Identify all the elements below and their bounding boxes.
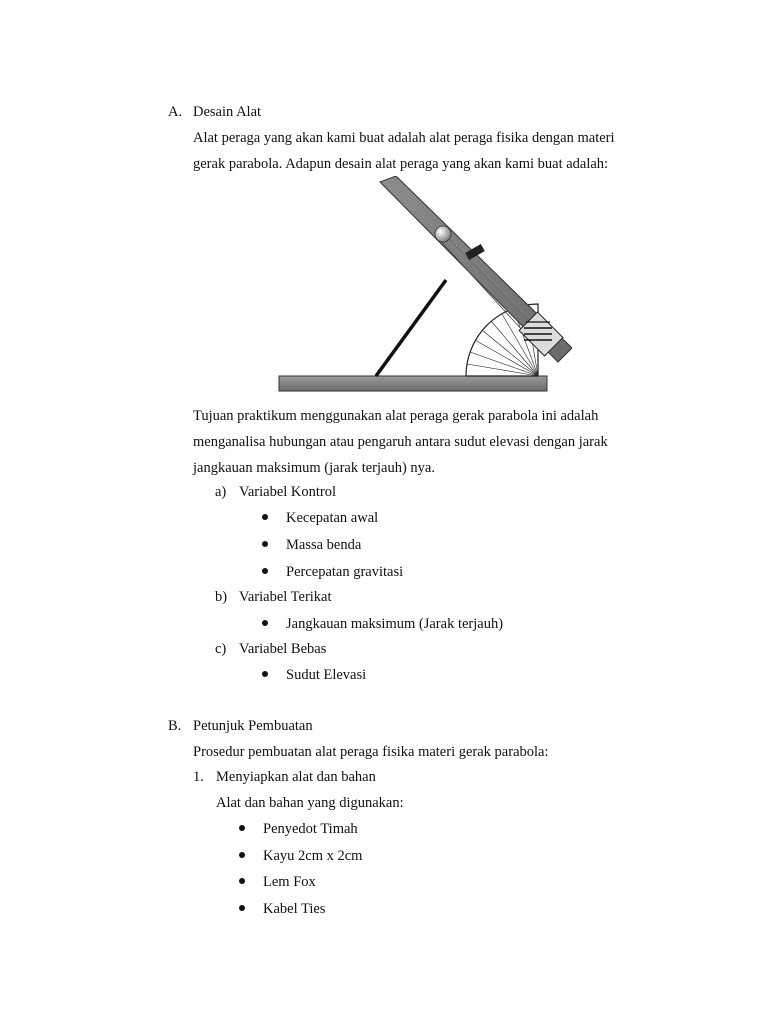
bullet-icon [262, 671, 268, 677]
bullet-icon [239, 878, 245, 884]
list-item: Sudut Elevasi [286, 667, 367, 683]
material-item: Kabel Ties [263, 901, 326, 917]
variable-marker: c) [215, 641, 227, 657]
section-a-title: Desain Alat [193, 104, 262, 120]
bullet-icon [239, 852, 245, 858]
step-number: 1. [193, 769, 204, 785]
list-item: Jangkauan maksimum (Jarak terjauh) [286, 616, 504, 632]
section-a-paragraph-line: gerak parabola. Adapun desain alat peraga yang akan kami buat adalah: [193, 156, 609, 172]
step-subtitle: Alat dan bahan yang digunakan: [216, 795, 404, 811]
section-b-letter: B. [168, 718, 182, 734]
bullet-icon [239, 905, 245, 911]
base-board [279, 376, 547, 391]
section-a-paragraph-line: jangkauan maksimum (jarak terjauh) nya. [193, 460, 435, 476]
ball [435, 226, 451, 242]
material-item: Lem Fox [263, 874, 316, 890]
bullet-icon [262, 541, 268, 547]
section-b-title: Petunjuk Pembuatan [193, 718, 313, 734]
section-a-letter: A. [168, 104, 183, 120]
section-b-intro: Prosedur pembuatan alat peraga fisika materi gerak parabola: [193, 744, 549, 760]
bullet-icon [239, 825, 245, 831]
variable-label: Variabel Kontrol [239, 484, 337, 500]
material-item: Penyedot Timah [263, 821, 358, 837]
list-item: Massa benda [286, 537, 362, 553]
variable-marker: b) [215, 589, 228, 605]
variable-label: Variabel Bebas [239, 641, 327, 657]
section-a-paragraph-line: Alat peraga yang akan kami buat adalah alat peraga fisika dengan materi [193, 130, 615, 146]
list-item: Percepatan gravitasi [286, 564, 404, 580]
bullet-icon [262, 514, 268, 520]
material-item: Kayu 2cm x 2cm [263, 848, 363, 864]
variable-marker: a) [215, 484, 227, 500]
apparatus-illustration [276, 176, 572, 396]
list-item: Kecepatan awal [286, 510, 379, 526]
bullet-icon [262, 620, 268, 626]
section-a-paragraph-line: menganalisa hubungan atau pengaruh antara sudut elevasi dengan jarak [193, 434, 608, 450]
section-a-paragraph-line: Tujuan praktikum menggunakan alat peraga gerak parabola ini adalah [193, 408, 599, 424]
step-title: Menyiapkan alat dan bahan [216, 769, 376, 785]
variable-label: Variabel Terikat [239, 589, 332, 605]
bullet-icon [262, 568, 268, 574]
support-strut [376, 280, 446, 376]
